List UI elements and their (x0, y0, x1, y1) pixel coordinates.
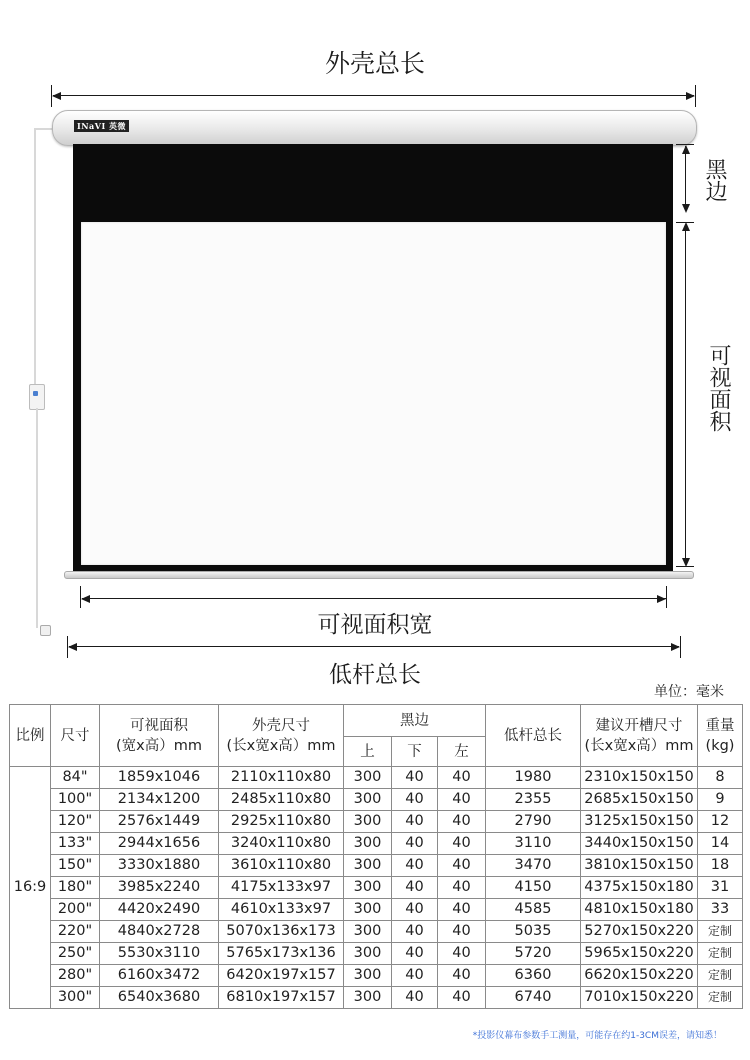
cell-shell-size: 3240x110x80 (219, 833, 344, 855)
header-viewing-area-sub: (宽x高）mm (116, 737, 202, 754)
cell-border-left: 40 (438, 811, 486, 833)
cell-shell-size: 5070x136x173 (219, 921, 344, 943)
cell-border-top: 300 (344, 921, 392, 943)
header-slot-size-title: 建议开槽尺寸 (595, 717, 683, 734)
table-row (10, 855, 743, 877)
rod-length-tick-right (680, 636, 681, 658)
cell-rod-length: 6360 (486, 965, 581, 987)
header-border-top: 上 (344, 737, 392, 767)
cell-slot-size: 5270x150x220 (581, 921, 698, 943)
cell-border-left: 40 (438, 921, 486, 943)
header-viewing-area-title: 可视面积 (130, 717, 188, 734)
cell-slot-size: 7010x150x220 (581, 987, 698, 1009)
spec-table (9, 704, 743, 1009)
arrow-left-icon (52, 92, 61, 100)
cell-border-bottom: 40 (392, 899, 438, 921)
arrow-right-icon (686, 92, 695, 100)
cell-viewing-area: 3330x1880 (100, 855, 219, 877)
viewing-width-line (82, 598, 666, 599)
cell-rod-length: 3110 (486, 833, 581, 855)
header-border-bottom: 下 (392, 737, 438, 767)
cell-weight: 33 (698, 899, 743, 921)
cell-border-left: 40 (438, 987, 486, 1009)
cell-weight: 定制 (698, 943, 743, 965)
header-size: 尺寸 (51, 705, 100, 767)
cell-slot-size: 6620x150x220 (581, 965, 698, 987)
cell-border-left: 40 (438, 767, 486, 789)
cell-slot-size: 3440x150x150 (581, 833, 698, 855)
cell-border-bottom: 40 (392, 921, 438, 943)
cell-rod-length: 4150 (486, 877, 581, 899)
cell-border-top: 300 (344, 789, 392, 811)
cell-viewing-area: 2944x1656 (100, 833, 219, 855)
header-weight (698, 705, 743, 767)
header-black-border: 黑边 (344, 705, 486, 737)
screen-casing (52, 110, 697, 146)
cell-slot-size: 2310x150x150 (581, 767, 698, 789)
rod-length-line (69, 646, 679, 647)
table-row (10, 921, 743, 943)
header-shell-size-title: 外壳尺寸 (252, 717, 310, 734)
screen-viewing-area (81, 222, 666, 565)
cell-shell-size: 3610x110x80 (219, 855, 344, 877)
arrow-up-icon (682, 222, 690, 231)
cell-border-left: 40 (438, 855, 486, 877)
cell-border-top: 300 (344, 987, 392, 1009)
cell-size: 180" (51, 877, 100, 899)
cell-weight: 31 (698, 877, 743, 899)
cell-viewing-area: 4420x2490 (100, 899, 219, 921)
cell-viewing-area: 6160x3472 (100, 965, 219, 987)
cell-size: 150" (51, 855, 100, 877)
screen-bottom-rod (64, 571, 694, 579)
cell-border-bottom: 40 (392, 943, 438, 965)
cell-slot-size: 4375x150x180 (581, 877, 698, 899)
table-row (10, 987, 743, 1009)
cell-size: 300" (51, 987, 100, 1009)
viewing-area-label: 可视面积 (706, 344, 731, 432)
cell-rod-length: 4585 (486, 899, 581, 921)
cell-slot-size: 3810x150x150 (581, 855, 698, 877)
cell-shell-size: 2110x110x80 (219, 767, 344, 789)
cell-weight: 18 (698, 855, 743, 877)
spec-table-body (10, 767, 743, 1009)
cell-border-top: 300 (344, 965, 392, 987)
cell-weight: 定制 (698, 987, 743, 1009)
cell-weight: 9 (698, 789, 743, 811)
shell-total-length-label: 外壳总长 (324, 49, 425, 78)
header-viewing-area (100, 705, 219, 767)
cell-viewing-area: 6540x3680 (100, 987, 219, 1009)
switch-indicator-icon (33, 391, 38, 396)
cell-viewing-area: 5530x3110 (100, 943, 219, 965)
cell-size: 200" (51, 899, 100, 921)
remote-switch (29, 384, 45, 410)
cell-size: 280" (51, 965, 100, 987)
shell-length-line (53, 95, 694, 96)
cell-slot-size: 4810x150x180 (581, 899, 698, 921)
cell-shell-size: 4175x133x97 (219, 877, 344, 899)
cell-weight: 定制 (698, 965, 743, 987)
cell-border-bottom: 40 (392, 833, 438, 855)
brand-logo: INaVI 英微 (74, 120, 129, 132)
arrow-up-icon (682, 145, 690, 154)
cell-border-left: 40 (438, 965, 486, 987)
cell-border-left: 40 (438, 899, 486, 921)
header-ratio: 比例 (10, 705, 51, 767)
header-slot-size-sub: (长x宽x高）mm (584, 737, 694, 754)
cell-border-left: 40 (438, 943, 486, 965)
cell-size: 250" (51, 943, 100, 965)
cell-rod-length: 3470 (486, 855, 581, 877)
cell-size: 133" (51, 833, 100, 855)
cell-border-bottom: 40 (392, 877, 438, 899)
table-row (10, 767, 743, 789)
cell-viewing-area: 1859x1046 (100, 767, 219, 789)
header-slot-size (581, 705, 698, 767)
viewing-width-tick-right (666, 586, 667, 608)
cell-weight: 8 (698, 767, 743, 789)
arrow-left-icon (68, 643, 77, 651)
cell-border-bottom: 40 (392, 965, 438, 987)
cell-viewing-area: 2576x1449 (100, 811, 219, 833)
cell-shell-size: 5765x173x136 (219, 943, 344, 965)
header-weight-title: 重量 (705, 717, 735, 734)
cell-slot-size: 3125x150x150 (581, 811, 698, 833)
table-row (10, 965, 743, 987)
header-shell-size (219, 705, 344, 767)
rod-total-length-label: 低杆总长 (329, 662, 421, 688)
cell-border-bottom: 40 (392, 855, 438, 877)
cell-weight: 定制 (698, 921, 743, 943)
table-row (10, 811, 743, 833)
cell-shell-size: 6420x197x157 (219, 965, 344, 987)
cell-border-left: 40 (438, 877, 486, 899)
viewing-width-label: 可视面积宽 (317, 612, 433, 638)
cell-border-top: 300 (344, 811, 392, 833)
header-shell-size-sub: (长x宽x高）mm (226, 737, 336, 754)
cell-border-left: 40 (438, 789, 486, 811)
cell-rod-length: 1980 (486, 767, 581, 789)
cell-rod-length: 2355 (486, 789, 581, 811)
black-border-line (685, 146, 686, 208)
cell-ratio: 16:9 (10, 767, 51, 1009)
cell-border-top: 300 (344, 943, 392, 965)
cell-rod-length: 2790 (486, 811, 581, 833)
cell-size: 220" (51, 921, 100, 943)
cell-border-top: 300 (344, 833, 392, 855)
cell-shell-size: 6810x197x157 (219, 987, 344, 1009)
cell-shell-size: 2485x110x80 (219, 789, 344, 811)
cell-slot-size: 5965x150x220 (581, 943, 698, 965)
cell-border-bottom: 40 (392, 811, 438, 833)
viewing-height-tick-bottom (676, 566, 694, 567)
cell-shell-size: 2925x110x80 (219, 811, 344, 833)
table-row (10, 943, 743, 965)
cell-size: 100" (51, 789, 100, 811)
table-row (10, 877, 743, 899)
cell-shell-size: 4610x133x97 (219, 899, 344, 921)
viewing-height-line (685, 226, 686, 563)
cell-border-bottom: 40 (392, 767, 438, 789)
cell-size: 84" (51, 767, 100, 789)
cell-viewing-area: 3985x2240 (100, 877, 219, 899)
arrow-down-icon (682, 204, 690, 213)
cell-rod-length: 5035 (486, 921, 581, 943)
arrow-left-icon (81, 595, 90, 603)
table-row (10, 899, 743, 921)
header-border-left: 左 (438, 737, 486, 767)
cell-border-bottom: 40 (392, 789, 438, 811)
cell-border-top: 300 (344, 767, 392, 789)
cell-border-top: 300 (344, 877, 392, 899)
power-cable-lower (36, 408, 38, 628)
cell-border-top: 300 (344, 855, 392, 877)
cell-border-top: 300 (344, 899, 392, 921)
power-cable (34, 128, 54, 386)
measurement-footnote: *投影仪幕布参数手工测量，可能存在约1-3CM误差，请知悉！ (472, 1031, 722, 1041)
cell-viewing-area: 4840x2728 (100, 921, 219, 943)
shell-length-tick-right (695, 85, 696, 107)
cell-border-left: 40 (438, 833, 486, 855)
black-border-label: 黑边 (702, 158, 727, 202)
cell-rod-length: 6740 (486, 987, 581, 1009)
header-weight-unit: (kg) (705, 737, 735, 754)
cell-border-bottom: 40 (392, 987, 438, 1009)
arrow-right-icon (657, 595, 666, 603)
header-rod-length: 低杆总长 (486, 705, 581, 767)
cell-slot-size: 2685x150x150 (581, 789, 698, 811)
table-row (10, 789, 743, 811)
table-row (10, 833, 743, 855)
cell-size: 120" (51, 811, 100, 833)
cell-weight: 14 (698, 833, 743, 855)
cell-viewing-area: 2134x1200 (100, 789, 219, 811)
cell-weight: 12 (698, 811, 743, 833)
arrow-right-icon (671, 643, 680, 651)
unit-label: 单位：毫米 (654, 684, 724, 700)
cell-rod-length: 5720 (486, 943, 581, 965)
